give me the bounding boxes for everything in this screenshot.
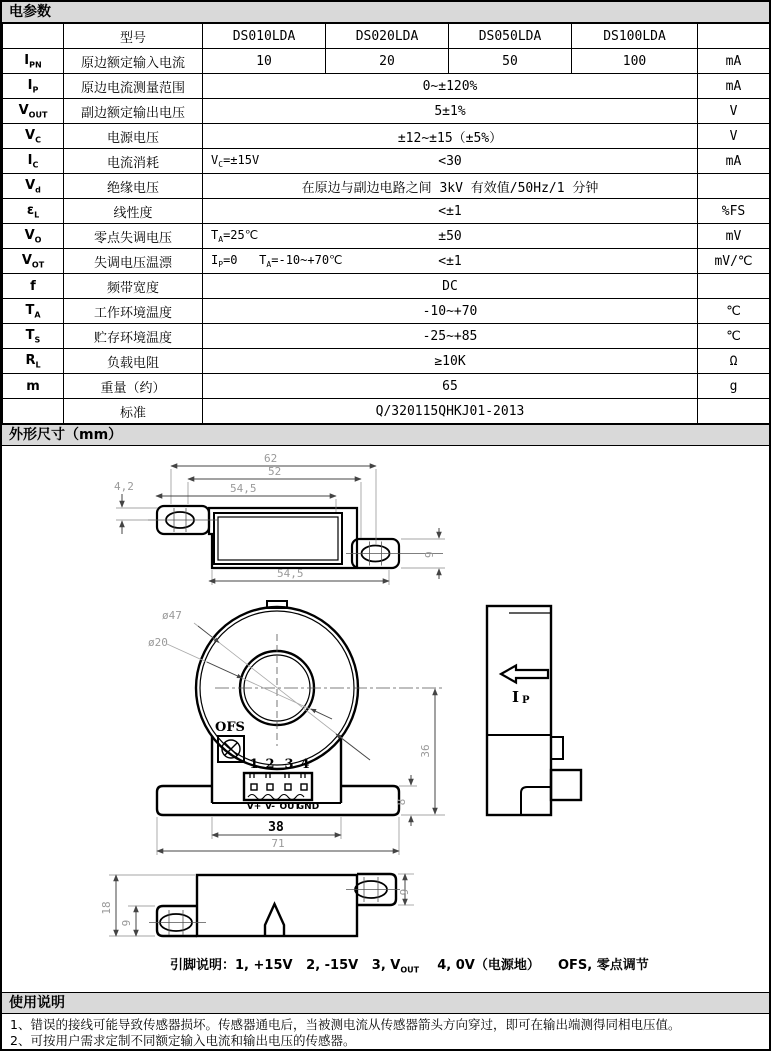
usage-note-item: 2、可按用户需求定制不同额定输入电流和输出电压的传感器。: [10, 1033, 356, 1048]
param-value: ±50: [438, 228, 462, 244]
dim-label: 4,2: [114, 480, 134, 493]
param-symbol: $V_{OUT}$: [3, 99, 64, 124]
param-value: ≥10K: [203, 349, 698, 374]
dim-label: 8: [395, 798, 408, 806]
param-symbol: $I_P$: [3, 74, 64, 99]
param-symbol: [3, 24, 64, 49]
test-condition: $V_C=\pm 15V$: [211, 152, 260, 170]
param-unit: V: [698, 124, 770, 149]
pin-label: OUT: [279, 802, 301, 812]
param-value: Q/320115QHKJ01-2013: [203, 399, 698, 424]
pin-label: V+: [246, 802, 262, 812]
model-name: DS010LDA: [203, 24, 326, 49]
param-value: 50: [449, 49, 572, 74]
param-unit: [698, 174, 770, 199]
bottom-view: [100, 874, 414, 936]
param-unit: mV/℃: [698, 249, 770, 274]
param-value: 5±1%: [203, 99, 698, 124]
param-value: -25~+85: [203, 324, 698, 349]
param-symbol: f: [3, 274, 64, 299]
direction-arrow: [265, 904, 284, 936]
dim-label: 62: [264, 452, 278, 465]
param-symbol: $I_{PN}$: [3, 49, 64, 74]
table-row: [3, 74, 770, 99]
ip-label-sub: P: [522, 695, 530, 706]
ip-arrow: [501, 666, 548, 683]
table-row: [3, 249, 770, 274]
test-condition: $T_A=25℃$: [211, 227, 259, 245]
param-unit: mV: [698, 224, 770, 249]
pin-label: V-: [264, 802, 276, 812]
param-symbol: $I_C$: [3, 149, 64, 174]
param-value: 在原边与副边电路之间 3kV 有效值/50Hz/1 分钟: [203, 174, 698, 199]
param-symbol: $T_S$: [3, 324, 64, 349]
top-view: [114, 452, 445, 585]
param-name: 原边额定输入电流: [64, 49, 203, 74]
param-name: 绝缘电压: [64, 174, 203, 199]
ip-label: I: [512, 688, 520, 706]
dim-label: 9: [423, 551, 436, 558]
pin-number: 2: [265, 757, 275, 772]
section-header-electrical: 电参数: [2, 2, 769, 23]
section-header-usage: 使用说明: [2, 992, 769, 1014]
model-name: DS050LDA: [449, 24, 572, 49]
table-row: [3, 174, 770, 199]
table-row: [3, 99, 770, 124]
param-name: 重量（约）: [64, 374, 203, 399]
param-unit: [698, 274, 770, 299]
dim-label: 52: [268, 465, 282, 478]
outline-drawing-area: [2, 446, 769, 992]
extension-lines: [157, 786, 445, 855]
dim-label: 38: [268, 820, 284, 835]
param-unit: mA: [698, 74, 770, 99]
usage-note-item: 1、错误的接线可能导致传感器损坏。传感器通电后，当被测电流从传感器箭头方向穿过，即可在输出端测得同相电压值。: [10, 1017, 681, 1032]
param-symbol: $V_C$: [3, 124, 64, 149]
table-row: [3, 274, 770, 299]
dim-label: 71: [271, 837, 285, 850]
param-value: <±1: [203, 199, 698, 224]
param-name: 电源电压: [64, 124, 203, 149]
dimension-drawing: [2, 446, 769, 992]
param-name: 电流消耗: [64, 149, 203, 174]
dim-label: 54,5: [277, 567, 304, 580]
param-symbol: $T_A$: [3, 299, 64, 324]
param-name: 标准: [64, 399, 203, 424]
usage-notes: [2, 1014, 769, 1051]
dimension-lines: [157, 689, 435, 851]
pin-description-text: 1, +15V 2, -15V 3, $V_{OUT}$ 4, 0V（电源地） OFS, 零点调节: [235, 958, 649, 975]
param-value: 0~±120%: [203, 74, 698, 99]
dim-label: ø47: [162, 609, 182, 622]
param-name: 负载电阻: [64, 349, 203, 374]
param-value: DC: [203, 274, 698, 299]
pin-number: 4: [300, 757, 310, 772]
param-unit: ℃: [698, 324, 770, 349]
model-name: DS020LDA: [326, 24, 449, 49]
param-name: 失调电压温漂: [64, 249, 203, 274]
param-name: 原边电流测量范围: [64, 74, 203, 99]
table-row: [3, 224, 770, 249]
param-symbol: $R_L$: [3, 349, 64, 374]
param-unit: mA: [698, 149, 770, 174]
param-name: 零点失调电压: [64, 224, 203, 249]
param-value: 65: [203, 374, 698, 399]
dim-label: 36: [419, 744, 432, 758]
param-unit: [698, 24, 770, 49]
side-view: [487, 606, 581, 815]
param-value: ±12~±15（±5%）: [203, 124, 698, 149]
param-name: 型号: [64, 24, 203, 49]
param-unit: ℃: [698, 299, 770, 324]
pin-number: 1: [249, 757, 259, 772]
section-header-dimensions: 外形尺寸（mm）: [2, 424, 769, 446]
param-name: 工作环境温度: [64, 299, 203, 324]
ofs-potentiometer: [218, 736, 244, 762]
param-unit: [698, 399, 770, 424]
param-name: 频带宽度: [64, 274, 203, 299]
electrical-parameters-table: [2, 23, 770, 424]
pin-description-label: 引脚说明：: [170, 958, 236, 973]
terminal-block: [244, 773, 312, 800]
param-unit: V: [698, 99, 770, 124]
param-value: 100: [572, 49, 698, 74]
param-value: 20: [326, 49, 449, 74]
param-unit: mA: [698, 49, 770, 74]
table-row-model: [3, 24, 770, 49]
param-name: 贮存环境温度: [64, 324, 203, 349]
param-symbol: $V_O$: [3, 224, 64, 249]
param-name: 线性度: [64, 199, 203, 224]
param-value: <30: [438, 153, 462, 169]
table-row: [3, 49, 770, 74]
param-unit: %FS: [698, 199, 770, 224]
table-row: [3, 124, 770, 149]
table-row: [3, 324, 770, 349]
table-row: [3, 399, 770, 424]
dim-label: ø20: [148, 636, 168, 649]
pin-description: [170, 954, 649, 975]
dim-label: 9: [398, 888, 411, 896]
param-symbol: [3, 399, 64, 424]
param-symbol: $V_{OT}$: [3, 249, 64, 274]
dim-label: 54,5: [230, 482, 257, 495]
param-value: -10~+70: [203, 299, 698, 324]
dim-label: 9: [120, 919, 133, 927]
param-symbol: m: [3, 374, 64, 399]
pin-label: GND: [296, 802, 320, 812]
param-unit: g: [698, 374, 770, 399]
table-row: [3, 349, 770, 374]
table-row: [3, 374, 770, 399]
table-row: [3, 299, 770, 324]
param-value-cell: [203, 249, 698, 274]
param-name: 副边额定输出电压: [64, 99, 203, 124]
dim-label: 18: [100, 901, 113, 915]
param-unit: Ω: [698, 349, 770, 374]
param-value-cell: [203, 224, 698, 249]
table-row: [3, 199, 770, 224]
param-value: <±1: [438, 253, 462, 269]
test-condition: $I_P=0$ $T_A=-10\sim+70℃$: [211, 252, 343, 270]
param-symbol: $\varepsilon_L$: [3, 199, 64, 224]
param-value-cell: [203, 149, 698, 174]
table-row: [3, 149, 770, 174]
front-view: [148, 601, 445, 855]
ofs-label: OFS: [215, 720, 245, 735]
model-name: DS100LDA: [572, 24, 698, 49]
param-value: 10: [203, 49, 326, 74]
param-symbol: $V_d$: [3, 174, 64, 199]
pin-number: 3: [284, 757, 294, 772]
